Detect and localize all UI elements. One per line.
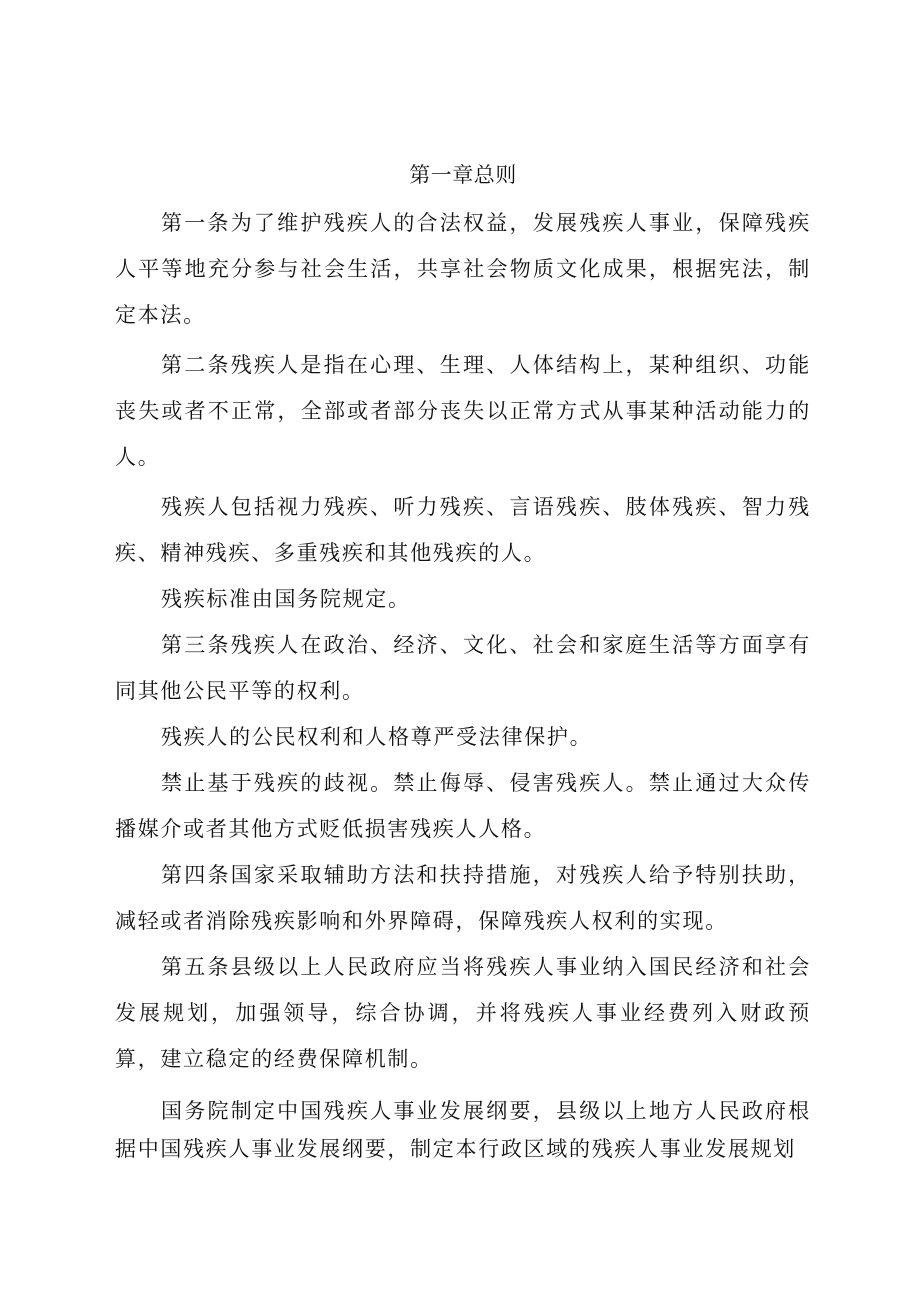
article-3-discrimination-paragraph: 禁止基于残疾的歧视。禁止侮辱、侵害残疾人。禁止通过大众传播媒介或者其他方式贬低损害残疾人人格。	[115, 771, 811, 841]
article-2-disability-types-paragraph: 残疾人包括视力残疾、听力残疾、言语残疾、肢体残疾、智力残疾、精神残疾、多重残疾和其他残疾的人。	[115, 495, 811, 565]
article-3-paragraph: 第三条残疾人在政治、经济、文化、社会和家庭生活等方面享有同其他公民平等的权利。	[115, 633, 811, 703]
article-5-paragraph: 第五条县级以上人民政府应当将残疾人事业纳入国民经济和社会发展规划，加强领导，综合协调，并将残疾人事业经费列入财政预算，建立稳定的经费保障机制。	[115, 955, 811, 1071]
article-4-paragraph: 第四条国家采取辅助方法和扶持措施，对残疾人给予特别扶助，减轻或者消除残疾影响和外界障碍，保障残疾人权利的实现。	[115, 863, 811, 933]
chapter-title: 第一章总则	[409, 163, 517, 187]
article-5-development-plan-paragraph: 国务院制定中国残疾人事业发展纲要，县级以上地方人民政府根据中国残疾人事业发展纲要，制定本行政区域的残疾人事业发展规划	[115, 1099, 811, 1161]
article-3-protection-paragraph: 残疾人的公民权利和人格尊严受法律保护。	[161, 725, 593, 749]
article-2-paragraph: 第二条残疾人是指在心理、生理、人体结构上，某种组织、功能丧失或者不正常，全部或者部分丧失以正常方式从事某种活动能力的人。	[115, 353, 811, 469]
article-2-standard-paragraph: 残疾标准由国务院规定。	[161, 587, 411, 611]
document-body	[115, 156, 811, 1168]
article-1-paragraph: 第一条为了维护残疾人的合法权益，发展残疾人事业，保障残疾人平等地充分参与社会生活，共享社会物质文化成果，根据宪法，制定本法。	[115, 211, 811, 327]
